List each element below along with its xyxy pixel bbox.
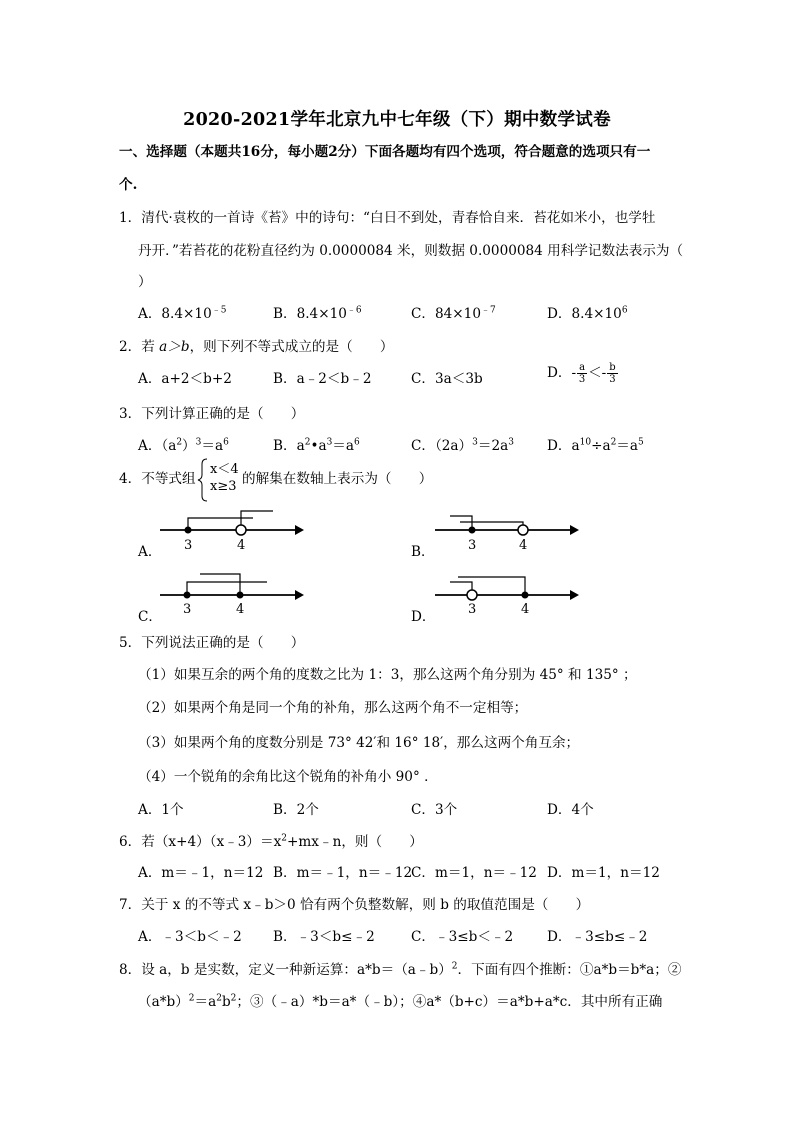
q5-statement-3: （3）如果两个角的度数分别是 73° 42′和 16° 18′，那么这两个角互余； [138,735,580,751]
q6-stem: 6．若$(x+4)(x﹣3)=x^2+mx﹣n$，则（ ） [119,833,423,850]
q5-statement-4: （4）一个锐角的余角比这个锐角的补角小 90° ． [138,769,438,785]
q7-option-b: B．﹣3＜b≤﹣2 [273,929,375,945]
q3-stem: 3．下列计算正确的是（ ） [119,406,305,422]
q7-stem: 7．关于 x 的不等式 x﹣b＞0 恰有两个负整数解，则 b 的取值范围是（ ） [119,897,590,913]
q5-statement-1: （1）如果互余的两个角的度数之比为 1：3，那么这两个角分别为 45° 和 135° ； [138,667,637,683]
q1-stem-line3: ） [138,274,152,290]
q1-option-d: D．$8.4\times 10^6$ [547,305,628,322]
q6-option-c: C．m＝1，n＝﹣12 [411,865,537,881]
q4-stem-pre: 4．不等式组 [119,471,196,487]
q6-option-a: A．m＝﹣1，n＝12 [138,865,264,881]
q7-option-c: C．﹣3≤b＜﹣2 [411,929,514,945]
tick-3: 3 [468,602,477,615]
section-heading-line2: 个. [119,177,138,193]
page-title: 2020-2021学年北京九中七年级（下）期中数学试卷 [183,110,611,130]
q5-statement-2: （2）如果两个角是同一个角的补角，那么这两个角不一定相等； [138,700,528,716]
q2-option-d: D．- $\frac{a}{3}$ ＜- $\frac{b}{3}$ [547,362,616,385]
q1-option-c: C．$84\times 10^{﹣7}$ [411,305,496,322]
tick-3: 3 [184,538,193,553]
q4-option-d-label: D． [411,609,436,625]
q4-option-b-numberline [430,508,580,553]
section-heading-line1: 一、选择题（本题共16分，每小题2分）下面各题均有四个选项，符合题意的选项只有一 [119,144,651,160]
q4-brace [197,458,209,502]
tick-3: 3 [468,538,477,553]
q2-option-a: A．a+2＜b+2 [138,371,232,387]
q5-option-a: A．1个 [138,802,184,818]
q3-option-b: B．$a^2•a^3=a^6$ [273,437,360,454]
q4-option-a-numberline [155,508,305,553]
tick-4: 4 [519,538,528,553]
q4-option-d-numberline [430,570,580,615]
q5-option-c: C．3个 [411,802,458,818]
q1-option-a: A．$8.4\times 10^{﹣5}$ [138,305,227,322]
q3-option-d: D．$a^{10}\div a^2=a^5$ [547,437,644,454]
tick-3: 3 [183,602,192,615]
q5-option-b: B．2个 [273,802,319,818]
q4-inequality-1: x＜4 [210,462,239,477]
q6-option-d: D．m＝1，n＝12 [547,865,660,881]
q7-option-d: D．﹣3≤b≤﹣2 [547,929,648,945]
q3-option-c: C．$(2a)^3=2a^3$ [411,437,514,454]
q1-stem-line2: 丹开．”若苔花的花粉直径约为 0.0000084 米，则数据 0.0000084 用科学记数法表示为（ [138,243,684,259]
q1-option-b: B．$8.4\times 10^{﹣6}$ [273,305,362,322]
q4-stem-post: 的解集在数轴上表示为（ ） [242,471,433,487]
q4-option-b-label: B． [411,544,435,560]
q2-option-b: B．a﹣2＜b﹣2 [273,371,372,387]
q4-option-a-label: A． [138,544,162,560]
q4-option-c-numberline [155,570,305,615]
q5-option-d: D．4个 [547,802,594,818]
q2-stem: 2．若 a＞b，则下列不等式成立的是（ ） [119,339,394,355]
q5-stem: 5．下列说法正确的是（ ） [119,635,305,651]
tick-4: 4 [237,538,246,553]
q6-option-b: B．m＝﹣1，n＝﹣12 [273,865,413,881]
q7-option-a: A．﹣3＜b＜﹣2 [138,929,242,945]
q8-stem-line2: $(a*b)^2=a^2b^2$；③（﹣a）*b＝a*（﹣b）；④a*（b+c）＝a*b+a*c．其中所有正确 [138,993,663,1010]
q3-option-a: A．$(a^2)^3=a^6$ [138,437,229,454]
q8-stem-line1: 8．设 a，b 是实数，定义一种新运算：a*b＝（a﹣b）$^2$．下面有四个推断：①a*b＝b*a；② [119,961,682,978]
q4-inequality-2: x≥3 [210,479,237,494]
q1-stem-line1: 1．清代·袁枚的一首诗《苔》中的诗句：“白日不到处，青春恰自来．苔花如米小，也学牡 [119,210,656,226]
q4-option-c-label: C． [138,609,162,625]
tick-4: 4 [236,602,245,615]
tick-4: 4 [521,602,530,615]
q2-option-c: C．3a＜3b [411,371,483,387]
